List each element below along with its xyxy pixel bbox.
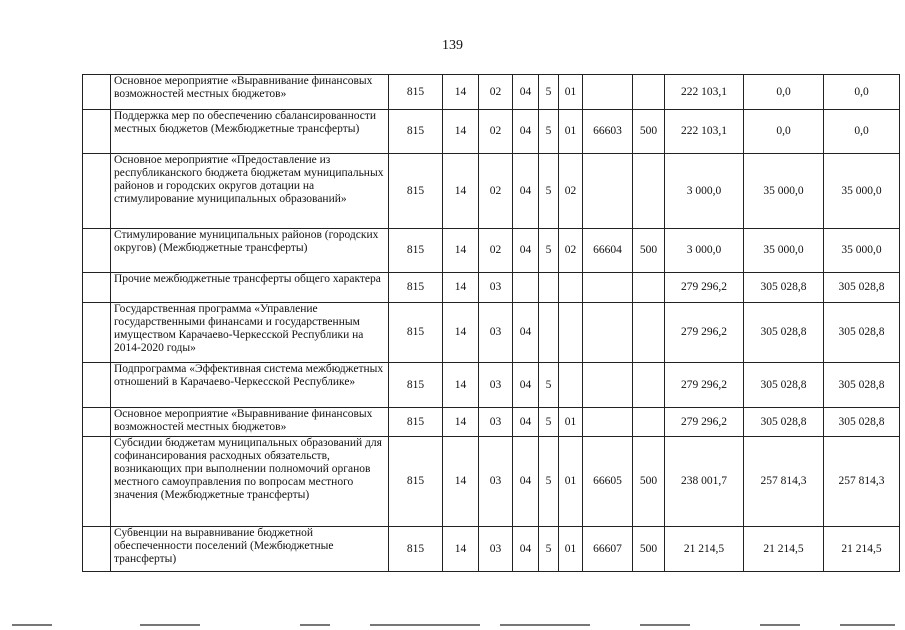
measure-code: 02	[559, 154, 583, 229]
program-code: 04	[513, 110, 539, 154]
subsection-code: 03	[479, 303, 513, 363]
expense-type-code	[633, 75, 665, 110]
subsection-code: 03	[479, 363, 513, 408]
table-row	[83, 303, 900, 363]
subprogram-code: 5	[539, 110, 559, 154]
subprogram-code: 5	[539, 437, 559, 527]
section-code: 14	[443, 527, 479, 572]
section-code: 14	[443, 363, 479, 408]
section-code: 14	[443, 110, 479, 154]
amount-year-3: 35 000,0	[824, 154, 900, 229]
subsection-code: 03	[479, 527, 513, 572]
measure-code: 01	[559, 437, 583, 527]
amount-year-3: 305 028,8	[824, 408, 900, 437]
scan-edge-marks	[0, 620, 905, 630]
row-name: Субвенции на выравнивание бюджетной обеспеченности поселений (Межбюджетные трансферты)	[111, 527, 389, 572]
subprogram-code: 5	[539, 154, 559, 229]
section-code: 14	[443, 229, 479, 273]
row-name: Подпрограмма «Эффективная система межбюджетных отношений в Карачаево-Черкесской Республике»	[111, 363, 389, 408]
expense-type-code	[633, 154, 665, 229]
amount-year-2: 305 028,8	[744, 408, 824, 437]
amount-year-1: 222 103,1	[665, 110, 744, 154]
ministry-code: 815	[389, 363, 443, 408]
amount-year-2: 305 028,8	[744, 363, 824, 408]
expense-type-code	[633, 303, 665, 363]
section-code: 14	[443, 303, 479, 363]
direction-code	[583, 154, 633, 229]
amount-year-2: 35 000,0	[744, 229, 824, 273]
row-name: Основное мероприятие «Предоставление из республиканского бюджета бюджетам муниципальных районов и городских округов дотации на стимулирование муниципальных образований»	[111, 154, 389, 229]
program-code	[513, 273, 539, 303]
amount-year-3: 0,0	[824, 75, 900, 110]
expense-type-code: 500	[633, 229, 665, 273]
measure-code: 01	[559, 110, 583, 154]
ministry-code: 815	[389, 408, 443, 437]
row-name: Основное мероприятие «Выравнивание финансовых возможностей местных бюджетов»	[111, 408, 389, 437]
blank-cell	[83, 363, 111, 408]
scan-mark	[640, 624, 690, 626]
amount-year-2: 257 814,3	[744, 437, 824, 527]
measure-code: 02	[559, 229, 583, 273]
subprogram-code: 5	[539, 527, 559, 572]
amount-year-1: 3 000,0	[665, 154, 744, 229]
amount-year-1: 279 296,2	[665, 408, 744, 437]
subsection-code: 02	[479, 75, 513, 110]
scan-mark	[840, 624, 895, 626]
direction-code	[583, 363, 633, 408]
expense-type-code	[633, 408, 665, 437]
subprogram-code	[539, 273, 559, 303]
row-name: Стимулирование муниципальных районов (городских округов) (Межбюджетные трансферты)	[111, 229, 389, 273]
measure-code: 01	[559, 408, 583, 437]
subsection-code: 03	[479, 408, 513, 437]
expense-type-code	[633, 273, 665, 303]
amount-year-3: 305 028,8	[824, 363, 900, 408]
blank-cell	[83, 75, 111, 110]
blank-cell	[83, 154, 111, 229]
measure-code	[559, 363, 583, 408]
section-code: 14	[443, 75, 479, 110]
row-name: Основное мероприятие «Выравнивание финансовых возможностей местных бюджетов»	[111, 75, 389, 110]
subsection-code: 03	[479, 437, 513, 527]
blank-cell	[83, 437, 111, 527]
amount-year-2: 305 028,8	[744, 303, 824, 363]
subsection-code: 02	[479, 110, 513, 154]
amount-year-3: 305 028,8	[824, 303, 900, 363]
program-code: 04	[513, 229, 539, 273]
measure-code	[559, 273, 583, 303]
row-name: Прочие межбюджетные трансферты общего характера	[111, 273, 389, 303]
amount-year-3: 0,0	[824, 110, 900, 154]
amount-year-1: 3 000,0	[665, 229, 744, 273]
row-name: Поддержка мер по обеспечению сбалансированности местных бюджетов (Межбюджетные трансферты)	[111, 110, 389, 154]
table-row	[83, 154, 900, 229]
direction-code: 66604	[583, 229, 633, 273]
ministry-code: 815	[389, 527, 443, 572]
amount-year-3: 305 028,8	[824, 273, 900, 303]
scan-mark	[12, 624, 52, 626]
direction-code	[583, 273, 633, 303]
ministry-code: 815	[389, 437, 443, 527]
table-row	[83, 527, 900, 572]
ministry-code: 815	[389, 75, 443, 110]
program-code: 04	[513, 75, 539, 110]
section-code: 14	[443, 154, 479, 229]
table-row	[83, 229, 900, 273]
ministry-code: 815	[389, 154, 443, 229]
amount-year-2: 35 000,0	[744, 154, 824, 229]
subprogram-code: 5	[539, 363, 559, 408]
amount-year-1: 238 001,7	[665, 437, 744, 527]
subsection-code: 02	[479, 154, 513, 229]
direction-code	[583, 408, 633, 437]
direction-code: 66603	[583, 110, 633, 154]
direction-code	[583, 303, 633, 363]
ministry-code: 815	[389, 110, 443, 154]
subprogram-code: 5	[539, 75, 559, 110]
amount-year-2: 21 214,5	[744, 527, 824, 572]
amount-year-1: 279 296,2	[665, 303, 744, 363]
subprogram-code	[539, 303, 559, 363]
measure-code	[559, 303, 583, 363]
blank-cell	[83, 303, 111, 363]
amount-year-3: 21 214,5	[824, 527, 900, 572]
table-row	[83, 110, 900, 154]
amount-year-1: 279 296,2	[665, 273, 744, 303]
program-code: 04	[513, 303, 539, 363]
scan-mark	[760, 624, 800, 626]
program-code: 04	[513, 154, 539, 229]
ministry-code: 815	[389, 273, 443, 303]
table-row	[83, 437, 900, 527]
direction-code	[583, 75, 633, 110]
blank-cell	[83, 408, 111, 437]
program-code: 04	[513, 527, 539, 572]
amount-year-2: 0,0	[744, 110, 824, 154]
page-number: 139	[442, 38, 463, 53]
amount-year-2: 305 028,8	[744, 273, 824, 303]
subprogram-code: 5	[539, 229, 559, 273]
table-row	[83, 363, 900, 408]
amount-year-2: 0,0	[744, 75, 824, 110]
table-row	[83, 408, 900, 437]
program-code: 04	[513, 408, 539, 437]
blank-cell	[83, 110, 111, 154]
direction-code: 66607	[583, 527, 633, 572]
row-name: Государственная программа «Управление государственными финансами и государственным имуществом Карачаево-Черкесской Республики на 2014-2020 годы»	[111, 303, 389, 363]
scan-mark	[500, 624, 590, 626]
scan-mark	[300, 624, 330, 626]
subprogram-code: 5	[539, 408, 559, 437]
section-code: 14	[443, 408, 479, 437]
measure-code: 01	[559, 527, 583, 572]
program-code: 04	[513, 363, 539, 408]
amount-year-1: 222 103,1	[665, 75, 744, 110]
table-row	[83, 273, 900, 303]
scan-mark	[370, 624, 480, 626]
amount-year-1: 21 214,5	[665, 527, 744, 572]
budget-table	[82, 74, 900, 572]
expense-type-code: 500	[633, 437, 665, 527]
program-code: 04	[513, 437, 539, 527]
expense-type-code: 500	[633, 110, 665, 154]
direction-code: 66605	[583, 437, 633, 527]
section-code: 14	[443, 273, 479, 303]
table-row	[83, 75, 900, 110]
amount-year-3: 257 814,3	[824, 437, 900, 527]
subsection-code: 03	[479, 273, 513, 303]
ministry-code: 815	[389, 229, 443, 273]
row-name: Субсидии бюджетам муниципальных образований для софинансирования расходных обязательств, возникающих при выполнении полномочий органов местного самоуправления по вопросам местного значения (Межбюджетные трансферты)	[111, 437, 389, 527]
blank-cell	[83, 527, 111, 572]
measure-code: 01	[559, 75, 583, 110]
blank-cell	[83, 229, 111, 273]
blank-cell	[83, 273, 111, 303]
section-code: 14	[443, 437, 479, 527]
expense-type-code: 500	[633, 527, 665, 572]
amount-year-3: 35 000,0	[824, 229, 900, 273]
amount-year-1: 279 296,2	[665, 363, 744, 408]
subsection-code: 02	[479, 229, 513, 273]
scan-mark	[140, 624, 200, 626]
expense-type-code	[633, 363, 665, 408]
ministry-code: 815	[389, 303, 443, 363]
